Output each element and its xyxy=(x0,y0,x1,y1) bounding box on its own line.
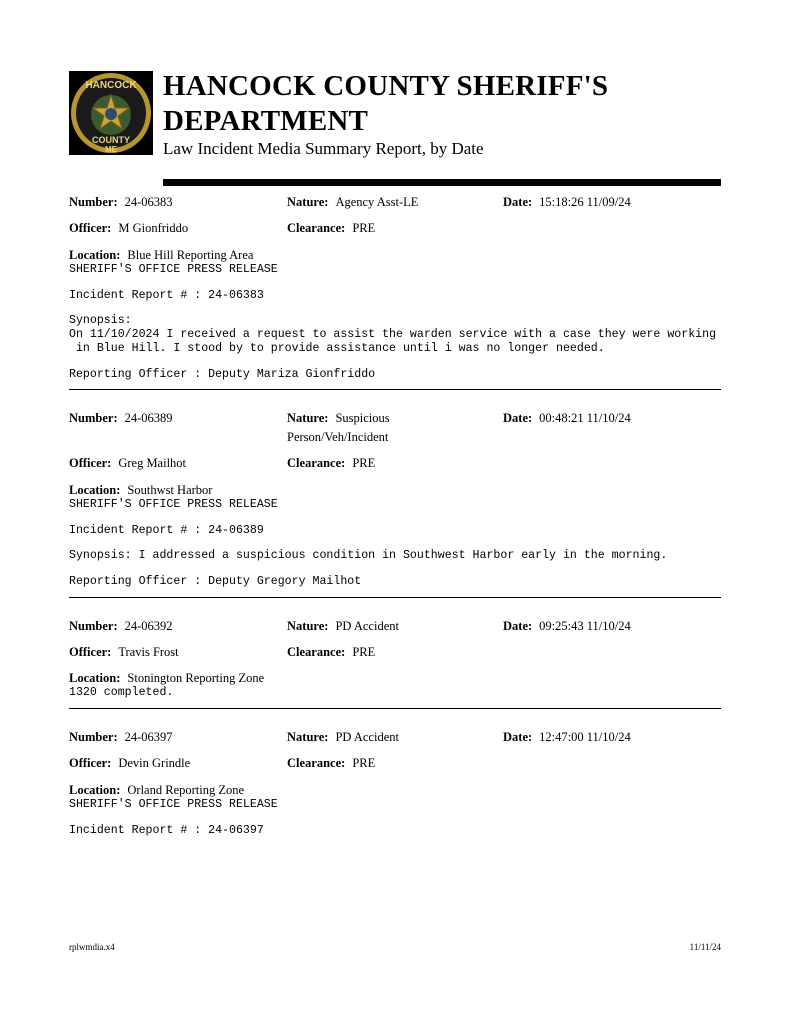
narrative-line: SHERIFF'S OFFICE PRESS RELEASE xyxy=(69,263,278,276)
clearance-field: Clearance: PRE xyxy=(287,221,376,235)
location-field: Location: Orland Reporting Zone xyxy=(69,783,245,797)
location-field: Location: Blue Hill Reporting Area xyxy=(69,248,254,262)
nature-field: Nature: Suspicious Person/Veh/Incident xyxy=(287,411,390,444)
record-divider xyxy=(69,389,721,390)
clearance-field: Clearance: PRE xyxy=(287,456,376,470)
date-field: Date: 15:18:26 11/09/24 xyxy=(503,195,631,209)
narrative-line: Synopsis: I addressed a suspicious condition in Southwest Harbor early in the morning. xyxy=(69,549,668,562)
page-title xyxy=(163,69,608,139)
clearance-field: Clearance: PRE xyxy=(287,756,376,770)
record-divider xyxy=(69,597,721,598)
officer-field: Officer: Greg Mailhot xyxy=(69,456,187,470)
footer-report-code: rplwmdia.x4 xyxy=(69,942,115,952)
date-field: Date: 09:25:43 11/10/24 xyxy=(503,619,631,633)
narrative-line: Reporting Officer : Deputy Mariza Gionfriddo xyxy=(69,368,376,381)
officer-field: Officer: Travis Frost xyxy=(69,645,179,659)
date-field: Date: 00:48:21 11/10/24 xyxy=(503,411,631,425)
officer-field: Officer: Devin Grindle xyxy=(69,756,191,770)
footer-print-date: 11/11/24 xyxy=(689,942,721,952)
narrative-line: 1320 completed. xyxy=(69,686,174,699)
narrative-line: Incident Report # : 24-06389 xyxy=(69,524,264,537)
number-field: Number: 24-06383 xyxy=(69,195,173,209)
date-field: Date: 12:47:00 11/10/24 xyxy=(503,730,631,744)
narrative-line: Incident Report # : 24-06397 xyxy=(69,824,264,837)
title-line-2: DEPARTMENT xyxy=(163,105,369,137)
svg-text:COUNTY: COUNTY xyxy=(92,135,130,145)
number-field: Number: 24-06392 xyxy=(69,619,173,633)
nature-field: Nature: Agency Asst-LE xyxy=(287,195,419,209)
narrative-line: SHERIFF'S OFFICE PRESS RELEASE xyxy=(69,798,278,811)
nature-field: Nature: PD Accident xyxy=(287,619,399,633)
header-divider xyxy=(163,179,721,186)
narrative-line: Incident Report # : 24-06383 xyxy=(69,289,264,302)
narrative-line: in Blue Hill. I stood by to provide assistance until i was no longer needed. xyxy=(69,342,605,355)
svg-text:HANCOCK: HANCOCK xyxy=(85,80,137,91)
narrative-line: Reporting Officer : Deputy Gregory Mailhot xyxy=(69,575,362,588)
narrative-line: Synopsis: xyxy=(69,314,132,327)
number-field: Number: 24-06397 xyxy=(69,730,173,744)
location-field: Location: Southwst Harbor xyxy=(69,483,213,497)
clearance-field: Clearance: PRE xyxy=(287,645,376,659)
sheriff-badge-logo xyxy=(69,71,153,155)
record-divider xyxy=(69,708,721,709)
svg-text:ME: ME xyxy=(105,145,117,154)
title-line-1: HANCOCK COUNTY SHERIFF'S xyxy=(163,70,609,102)
officer-field: Officer: M Gionfriddo xyxy=(69,221,189,235)
nature-field: Nature: PD Accident xyxy=(287,730,399,744)
number-field: Number: 24-06389 xyxy=(69,411,173,425)
location-field: Location: Stonington Reporting Zone xyxy=(69,671,265,685)
narrative-line: On 11/10/2024 I received a request to assist the warden service with a case they were working xyxy=(69,328,717,341)
report-subtitle: Law Incident Media Summary Report, by Date xyxy=(163,139,484,158)
narrative-line: SHERIFF'S OFFICE PRESS RELEASE xyxy=(69,498,278,511)
